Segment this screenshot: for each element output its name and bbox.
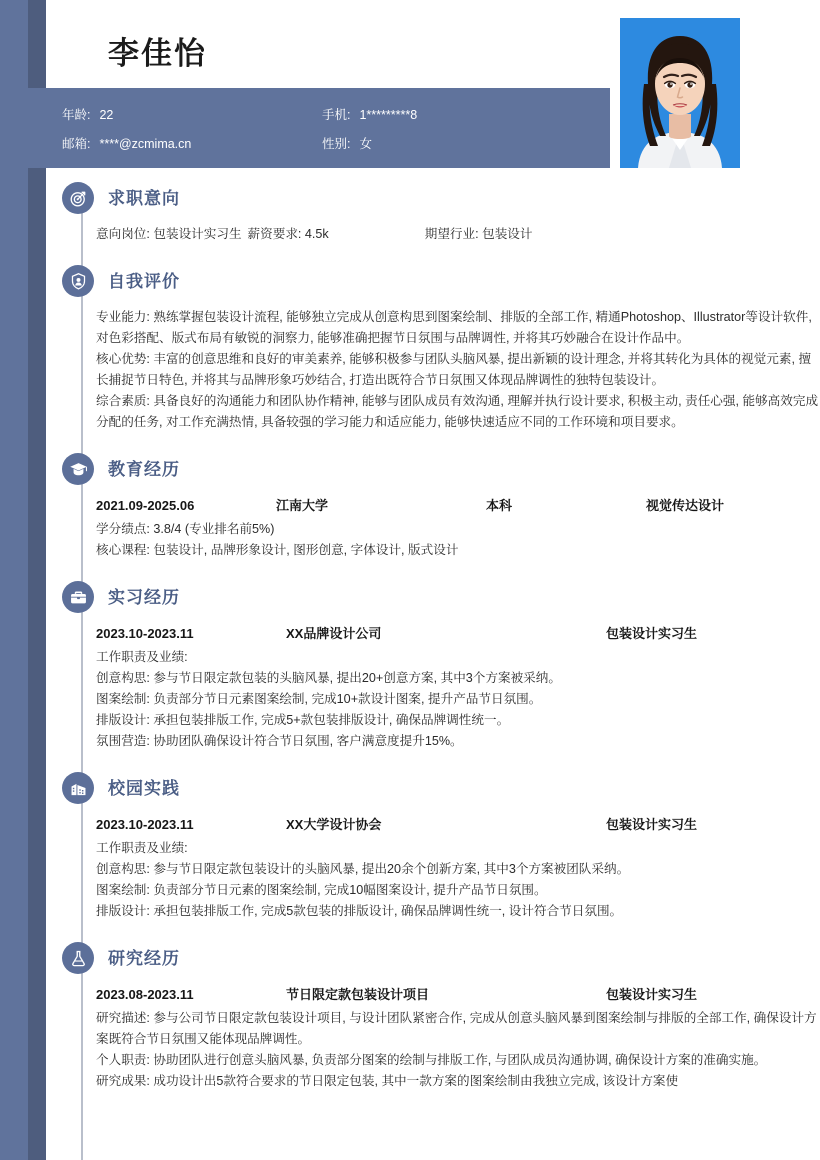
intent-industry-label: 期望行业: [424,227,479,241]
intent-industry [425,224,533,245]
self-evaluation-text [96,307,820,433]
internship-org: XX品牌设计公司 [286,626,382,641]
briefcase-icon [62,581,94,613]
detail-line: 图案绘制: 负责部分节日元素的图案绘制, 完成10幅图案设计, 提升产品节日氛围。 [96,883,547,897]
contact-label: 手机: [322,107,351,122]
detail-line: 工作职责及业绩: [96,650,188,664]
intent-salary-value: 4.5k [304,227,329,241]
resume-body [46,178,820,1092]
research-entry-row [96,984,820,1006]
contact-value: ****@zcmima.cn [99,136,192,151]
paragraph: 核心优势: 丰富的创意思维和良好的审美素养, 能够积极参与团队头脑风暴, 提出新颖的设计理念, 并将其转化为具体的视觉元素, 擅长捕捉节日特色, 并将其与品牌形象巧妙结合, 打造出既符合节日氛围又体现品牌调性的独特包装设计。 [96,352,812,387]
contact-field-phone [322,105,417,123]
contact-field-email [62,134,322,152]
shield-person-icon [62,265,94,297]
portrait-illustration [620,18,740,168]
detail-line: 研究描述: 参与公司节日限定款包装设计项目, 与设计团队紧密合作, 完成从创意头脑风暴到图案绘制与排版的全部工作, 确保设计方案既符合节日氛围又能体现品牌调性。 [96,1011,817,1046]
contact-field-age [62,105,322,123]
detail-line: 研究成果: 成功设计出5款符合要求的节日限定包装, 其中一款方案的图案绘制由我独立完成, 该设计方案使 [96,1074,679,1088]
intent-position-label: 意向岗位: [96,227,150,241]
section-header [96,178,820,224]
contact-label: 性别: [322,136,351,151]
education-school: 江南大学 [276,498,329,513]
detail-line: 个人职责: 协助团队进行创意头脑风暴, 负责部分图案的绘制与排版工作, 与团队成员沟通协调, 确保设计方案的准确实施。 [96,1053,767,1067]
section-self-evaluation [46,261,820,449]
contact-value: 22 [99,107,114,122]
research-date: 2023.08-2023.11 [96,987,194,1002]
detail-line: 创意构思: 参与节日限定款包装的头脑风暴, 提出20+创意方案, 其中3个方案被采纳。 [96,671,561,685]
campus-details [96,838,820,922]
intent-position [96,224,242,245]
section-education [46,449,820,577]
campus-entry-row [96,814,820,836]
intent-industry-value: 包装设计 [482,227,533,241]
detail-line: 图案绘制: 负责部分节日元素图案绘制, 完成10+款设计图案, 提升产品节日氛围。 [96,692,542,706]
contact-info-row [62,99,602,128]
research-details [96,1008,820,1092]
research-project: 节日限定款包装设计项目 [286,987,430,1002]
flask-icon [62,942,94,974]
resume-header [0,0,820,178]
section-title: 教育经历 [108,460,180,479]
intent-salary [248,224,329,245]
section-job-intention [46,178,820,261]
education-date: 2021.09-2025.06 [96,498,195,513]
detail-line: 排版设计: 承担包装排版工作, 完成5款包装的排版设计, 确保品牌调性统一, 设计符合节日氛围。 [96,904,623,918]
section-title: 校园实践 [108,779,180,798]
intent-salary-label: 薪资要求: [247,227,302,241]
education-entry-row [96,495,820,517]
paragraph: 综合素质: 具备良好的沟通能力和团队协作精神, 能够与团队成员有效沟通, 理解并执行设计要求, 积极主动, 责任心强, 能够高效完成分配的任务, 对工作充满热情, 具备较强的学习能力和适应能力, 能够快速适应不同的工作环境和项目要求。 [96,394,819,429]
spacer [96,922,820,938]
section-title: 实习经历 [108,588,180,607]
spacer [96,752,820,768]
contact-label: 邮箱: [62,136,91,151]
graduation-cap-icon [62,453,94,485]
contact-label: 年龄: [62,107,91,122]
detail-line: 排版设计: 承担包装排版工作, 完成5+款包装排版设计, 确保品牌调性统一。 [96,713,510,727]
internship-role: 包装设计实习生 [606,626,698,641]
target-icon [62,182,94,214]
spacer [96,561,820,577]
section-title: 研究经历 [108,949,180,968]
section-header [96,261,820,307]
campus-date: 2023.10-2023.11 [96,817,194,832]
spacer [96,433,820,449]
detail-line: 工作职责及业绩: [96,841,188,855]
section-research [46,938,820,1092]
intent-position-value: 包装设计实习生 [153,227,242,241]
campus-role: 包装设计实习生 [606,817,698,832]
internship-details [96,647,820,752]
campus-org: XX大学设计协会 [286,817,382,832]
contact-value: 女 [359,136,372,151]
detail-line: 学分绩点: 3.8/4 (专业排名前5%) [96,522,275,536]
paragraph: 专业能力: 熟练掌握包装设计流程, 能够独立完成从创意构思到图案绘制、排版的全部工作, 精通Photoshop、Illustrator等设计软件, 对色彩搭配、版式布局有敏锐的洞察力, 能够准确把握节日氛围与品牌调性, 并将其巧妙融合在设计作品中。 [96,310,812,345]
candidate-photo [620,18,740,168]
section-header [96,449,820,495]
detail-line: 核心课程: 包装设计, 品牌形象设计, 图形创意, 字体设计, 版式设计 [96,543,459,557]
section-title: 求职意向 [108,189,180,208]
contact-info-row [62,128,602,157]
candidate-name: 李佳怡 [108,36,207,71]
section-campus-practice [46,768,820,938]
education-major: 视觉传达设计 [646,498,725,513]
contact-field-gender [322,134,372,152]
internship-entry-row [96,623,820,645]
section-internship [46,577,820,768]
education-degree: 本科 [486,498,513,513]
section-header [96,938,820,984]
building-icon [62,772,94,804]
section-header [96,768,820,814]
section-title: 自我评价 [108,272,180,291]
contact-value: 1*********8 [359,107,418,122]
internship-date: 2023.10-2023.11 [96,626,194,641]
job-intention-line [96,224,820,245]
section-header [96,577,820,623]
detail-line: 氛围营造: 协助团队确保设计符合节日氛围, 客户满意度提升15%。 [96,734,463,748]
research-role: 包装设计实习生 [606,987,698,1002]
spacer [96,245,820,261]
detail-line: 创意构思: 参与节日限定款包装设计的头脑风暴, 提出20余个创新方案, 其中3个方案被团队采纳。 [96,862,630,876]
contact-info-grid [62,99,602,157]
education-details [96,519,820,561]
